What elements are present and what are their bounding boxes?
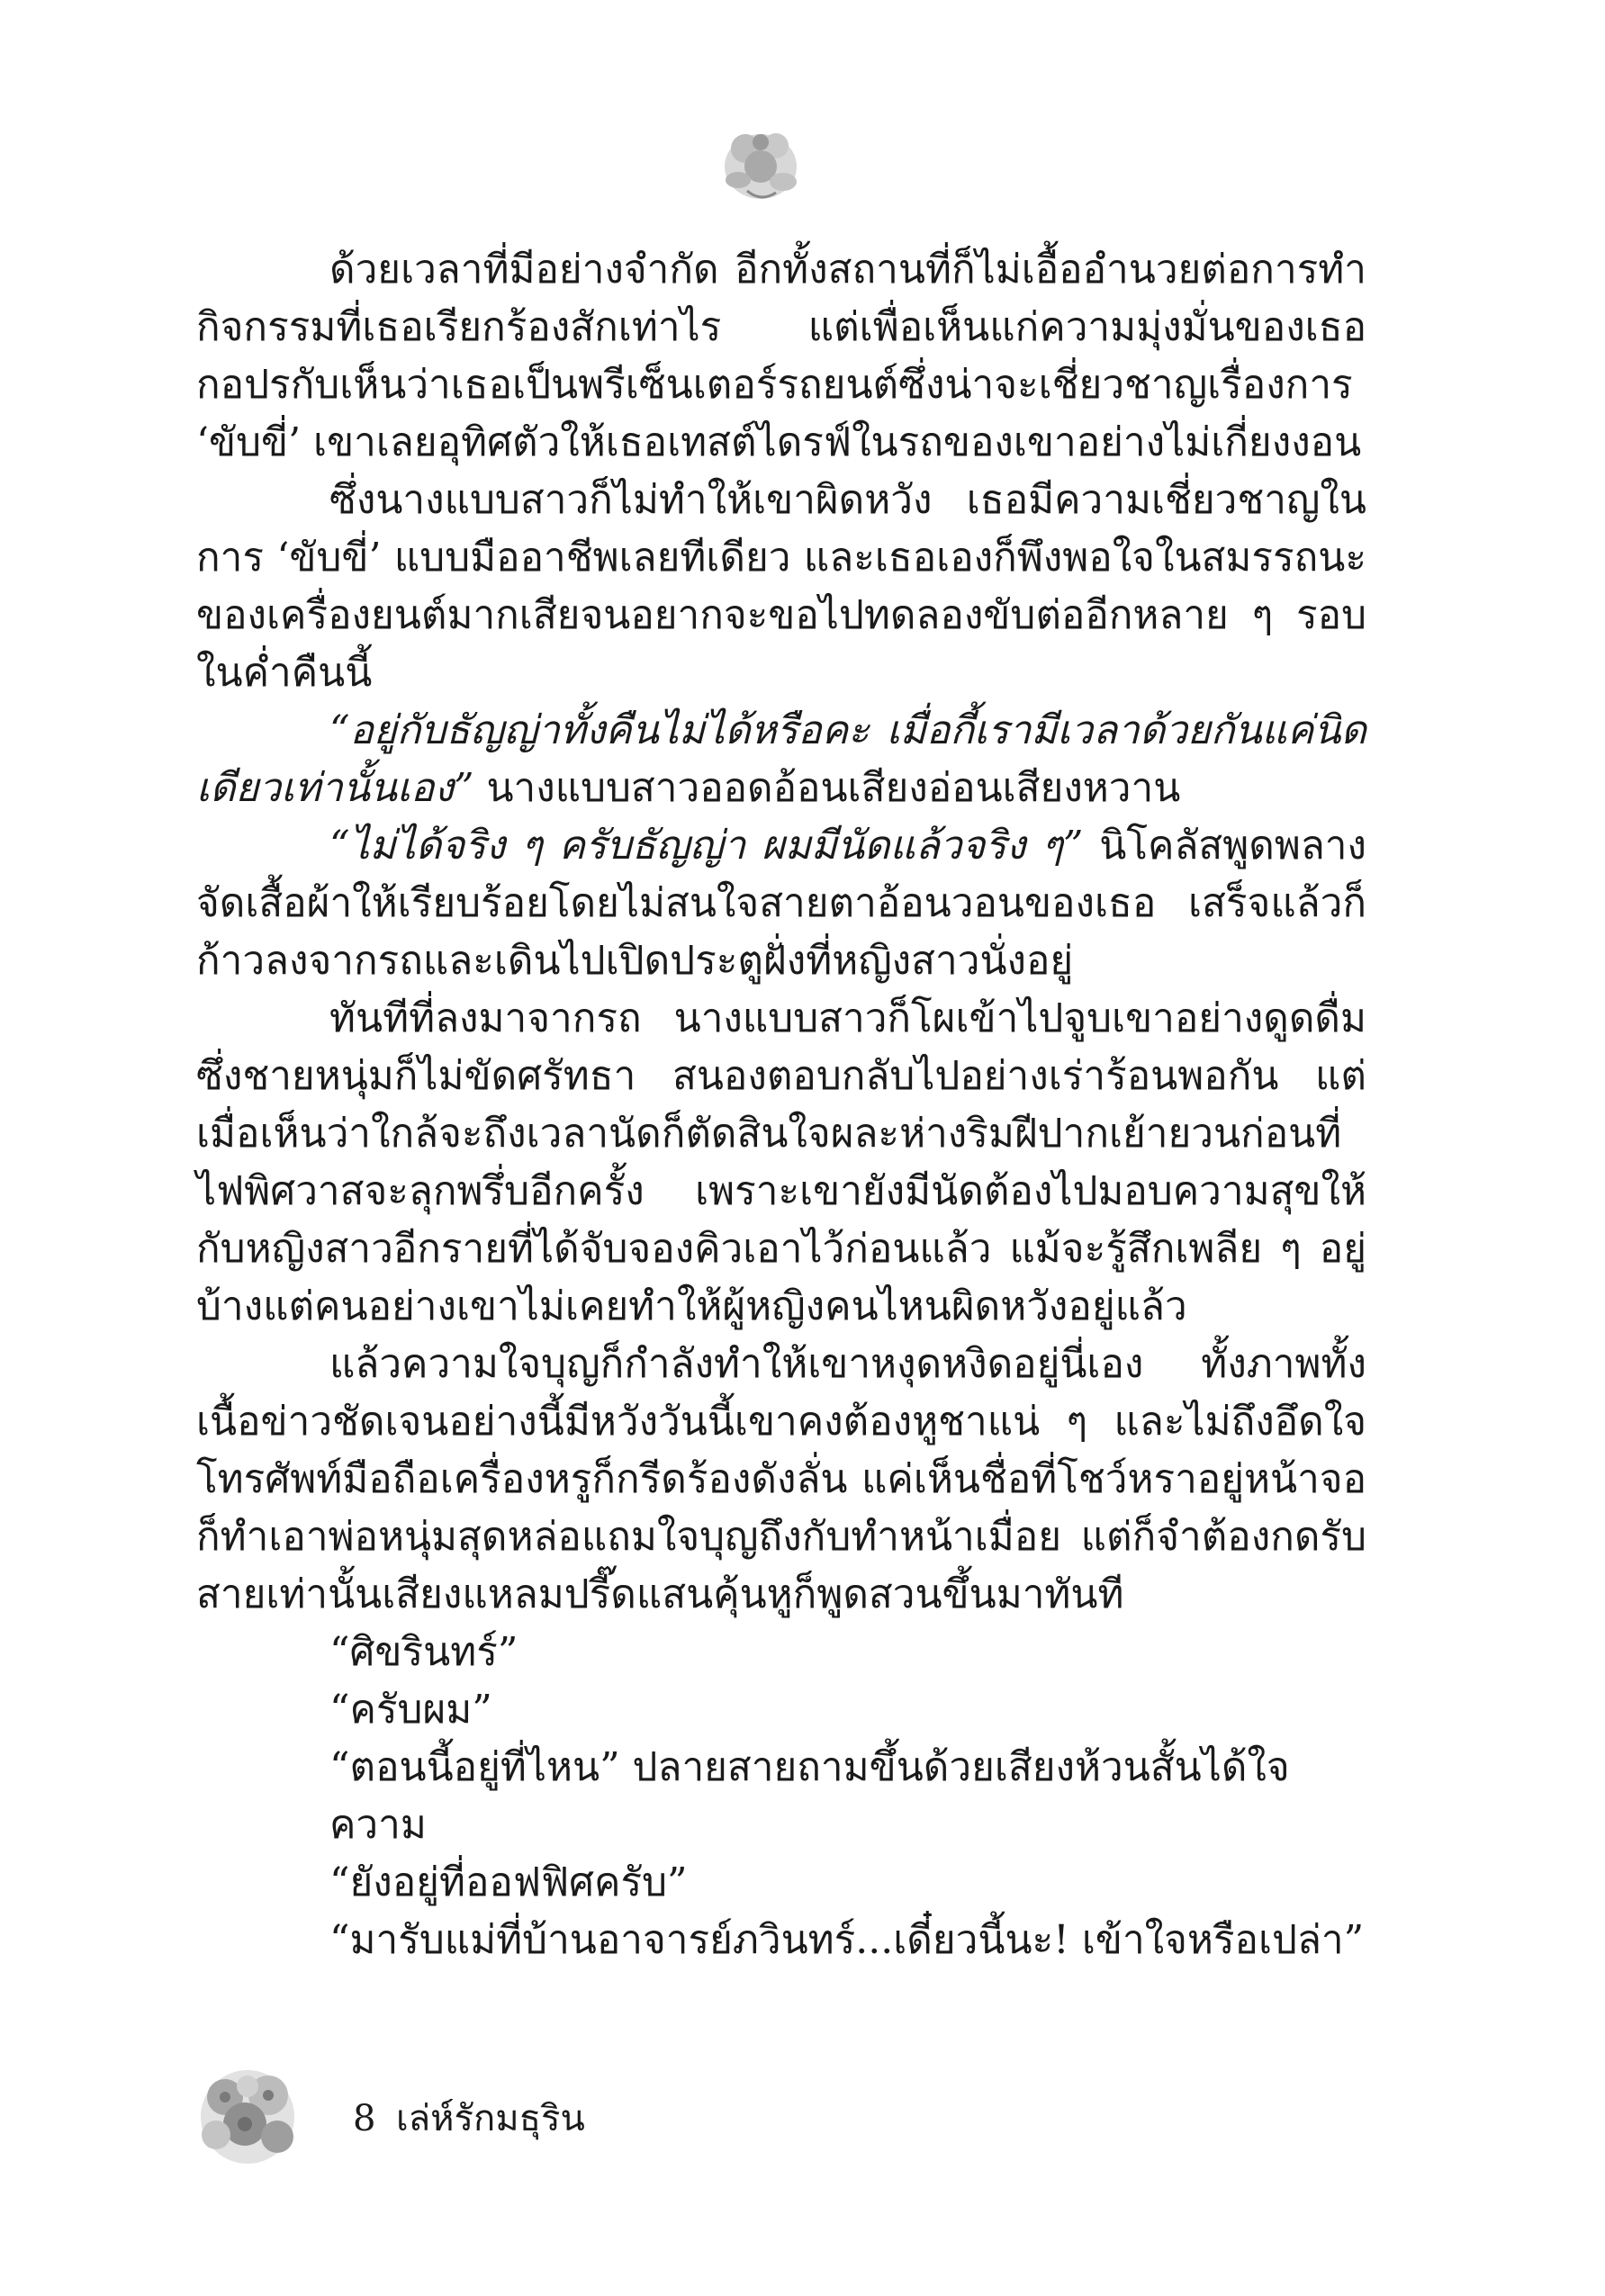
paragraph-text: ด้วยเวลาที่มีอย่างจำกัด อีกทั้งสถานที่ก็ไม่เอื้ออำนวยต่อการทำกิจกรรมที่เธอเรียกร้องสักเท่าไร แต่เพื่อเห็นแก่ความมุ่งมั่นของเธอกอปรกับเห็นว่าเธอเป็นพรีเซ็นเตอร์รถยนต์ซึ่งน่าจะเชี่ยวชาญเรื่องการ ‘ขับขี่’ เขาเลยอุทิศตัวให้เธอเทสต์ไดรฟ์ในรถของเขาอย่างไม่เกี่ยงงอน: [196, 247, 1366, 465]
dialog-line: “ยังอยู่ที่ออฟฟิศครับ”: [329, 1859, 688, 1905]
paragraph: [196, 472, 1366, 702]
paragraph-text: นางแบบสาวออดอ้อนเสียงอ่อนเสียงหวาน: [473, 765, 1181, 811]
paragraph-text: ทันทีที่ลงมาจากรถ นางแบบสาวก็โผเข้าไปจูบเขาอย่างดูดดื่ม ซึ่งชายหนุ่มก็ไม่ขัดศรัทธา สนองตอบกลับไปอย่างเร่าร้อนพอกัน แต่เมื่อเห็นว่าใกล้จะถึงเวลานัดก็ตัดสินใจผละห่างริมฝีปากเย้ายวนก่อนที่ไฟพิศวาสจะลุกพรึ่บอีกครั้ง เพราะเขายังมีนัดต้องไปมอบความสุขให้กับหญิงสาวอีกรายที่ได้จับจองคิวเอาไว้ก่อนแล้ว แม้จะรู้สึกเพลีย ๆ อยู่บ้างแต่คนอย่างเขาไม่เคยทำให้ผู้หญิงคนไหนผิดหวังอยู่แล้ว: [196, 995, 1366, 1329]
paragraph: [196, 702, 1366, 817]
dialog-line: “ศิขรินทร์”: [329, 1629, 518, 1675]
paragraph-text: นิโคลัสพูดพลางจัดเสื้อผ้าให้เรียบร้อยโดยไม่สนใจสายตาอ้อนวอนของเธอ เสร็จแล้วก็ก้าวลงจากรถและเดินไปเปิดประตูฝั่งที่หญิงสาวนั่งอยู่: [196, 823, 1367, 984]
page-number: 8: [353, 2098, 376, 2139]
paragraph: [196, 817, 1366, 990]
paragraph-text: ซึ่งนางแบบสาวก็ไม่ทำให้เขาผิดหวัง เธอมีความเชี่ยวชาญในการ ‘ขับขี่’ แบบมืออาชีพเลยทีเดียว และเธอเองก็พึงพอใจในสมรรถนะของเครื่องยนต์มากเสียจนอยากจะขอไปทดลองขับต่ออีกหลาย ๆ รอบในค่ำคืนนี้: [196, 477, 1366, 696]
paragraph: [196, 990, 1366, 1336]
dialog-line: “ครับผม”: [329, 1687, 492, 1733]
dialog-line: “มารับแม่ที่บ้านอาจารย์ภวินทร์...เดี๋ยวนี้นะ! เข้าใจหรือเปล่า”: [329, 1917, 1365, 1963]
quote-text: “ไม่ได้จริง ๆ ครับธัญญ่า ผมมีนัดแล้วจริง ๆ”: [329, 823, 1084, 869]
paragraph: [196, 1336, 1366, 1624]
flower-bouquet-ornament-icon: [189, 2061, 306, 2174]
body-text: [196, 241, 1366, 1969]
quote-text: “อยู่กับธัญญ่าทั้งคืนไม่ได้หรือคะ เมื่อกี้เรามีเวลาด้วยกันแค่นิดเดียวเท่านั้นเอง”: [196, 707, 1366, 811]
paragraph: [196, 241, 1366, 472]
flower-child-ornament-icon: [711, 117, 810, 207]
dialog-line: “ตอนนี้อยู่ที่ไหน” ปลายสายถามขึ้นด้วยเสียงห้วนสั้นได้ใจความ: [329, 1744, 1290, 1848]
page-footer: [189, 2061, 819, 2178]
paragraph-text: แล้วความใจบุญก็กำลังทำให้เขาหงุดหงิดอยู่นี่เอง ทั้งภาพทั้งเนื้อข่าวชัดเจนอย่างนี้มีหวังวันนี้เขาคงต้องหูชาแน่ ๆ และไม่ถึงอึดใจโทรศัพท์มือถือเครื่องหรูก็กรีดร้องดังลั่น แค่เห็นชื่อที่โชว์หราอยู่หน้าจอก็ทำเอาพ่อหนุ่มสุดหล่อแถมใจบุญถึงกับทำหน้าเมื่อย แต่ก็จำต้องกดรับสายเท่านั้นเสียงแหลมปรี๊ดแสนคุ้นหูก็พูดสวนขึ้นมาทันที: [196, 1341, 1366, 1617]
book-title: เล่ห์รักมธุริน: [396, 2098, 585, 2139]
